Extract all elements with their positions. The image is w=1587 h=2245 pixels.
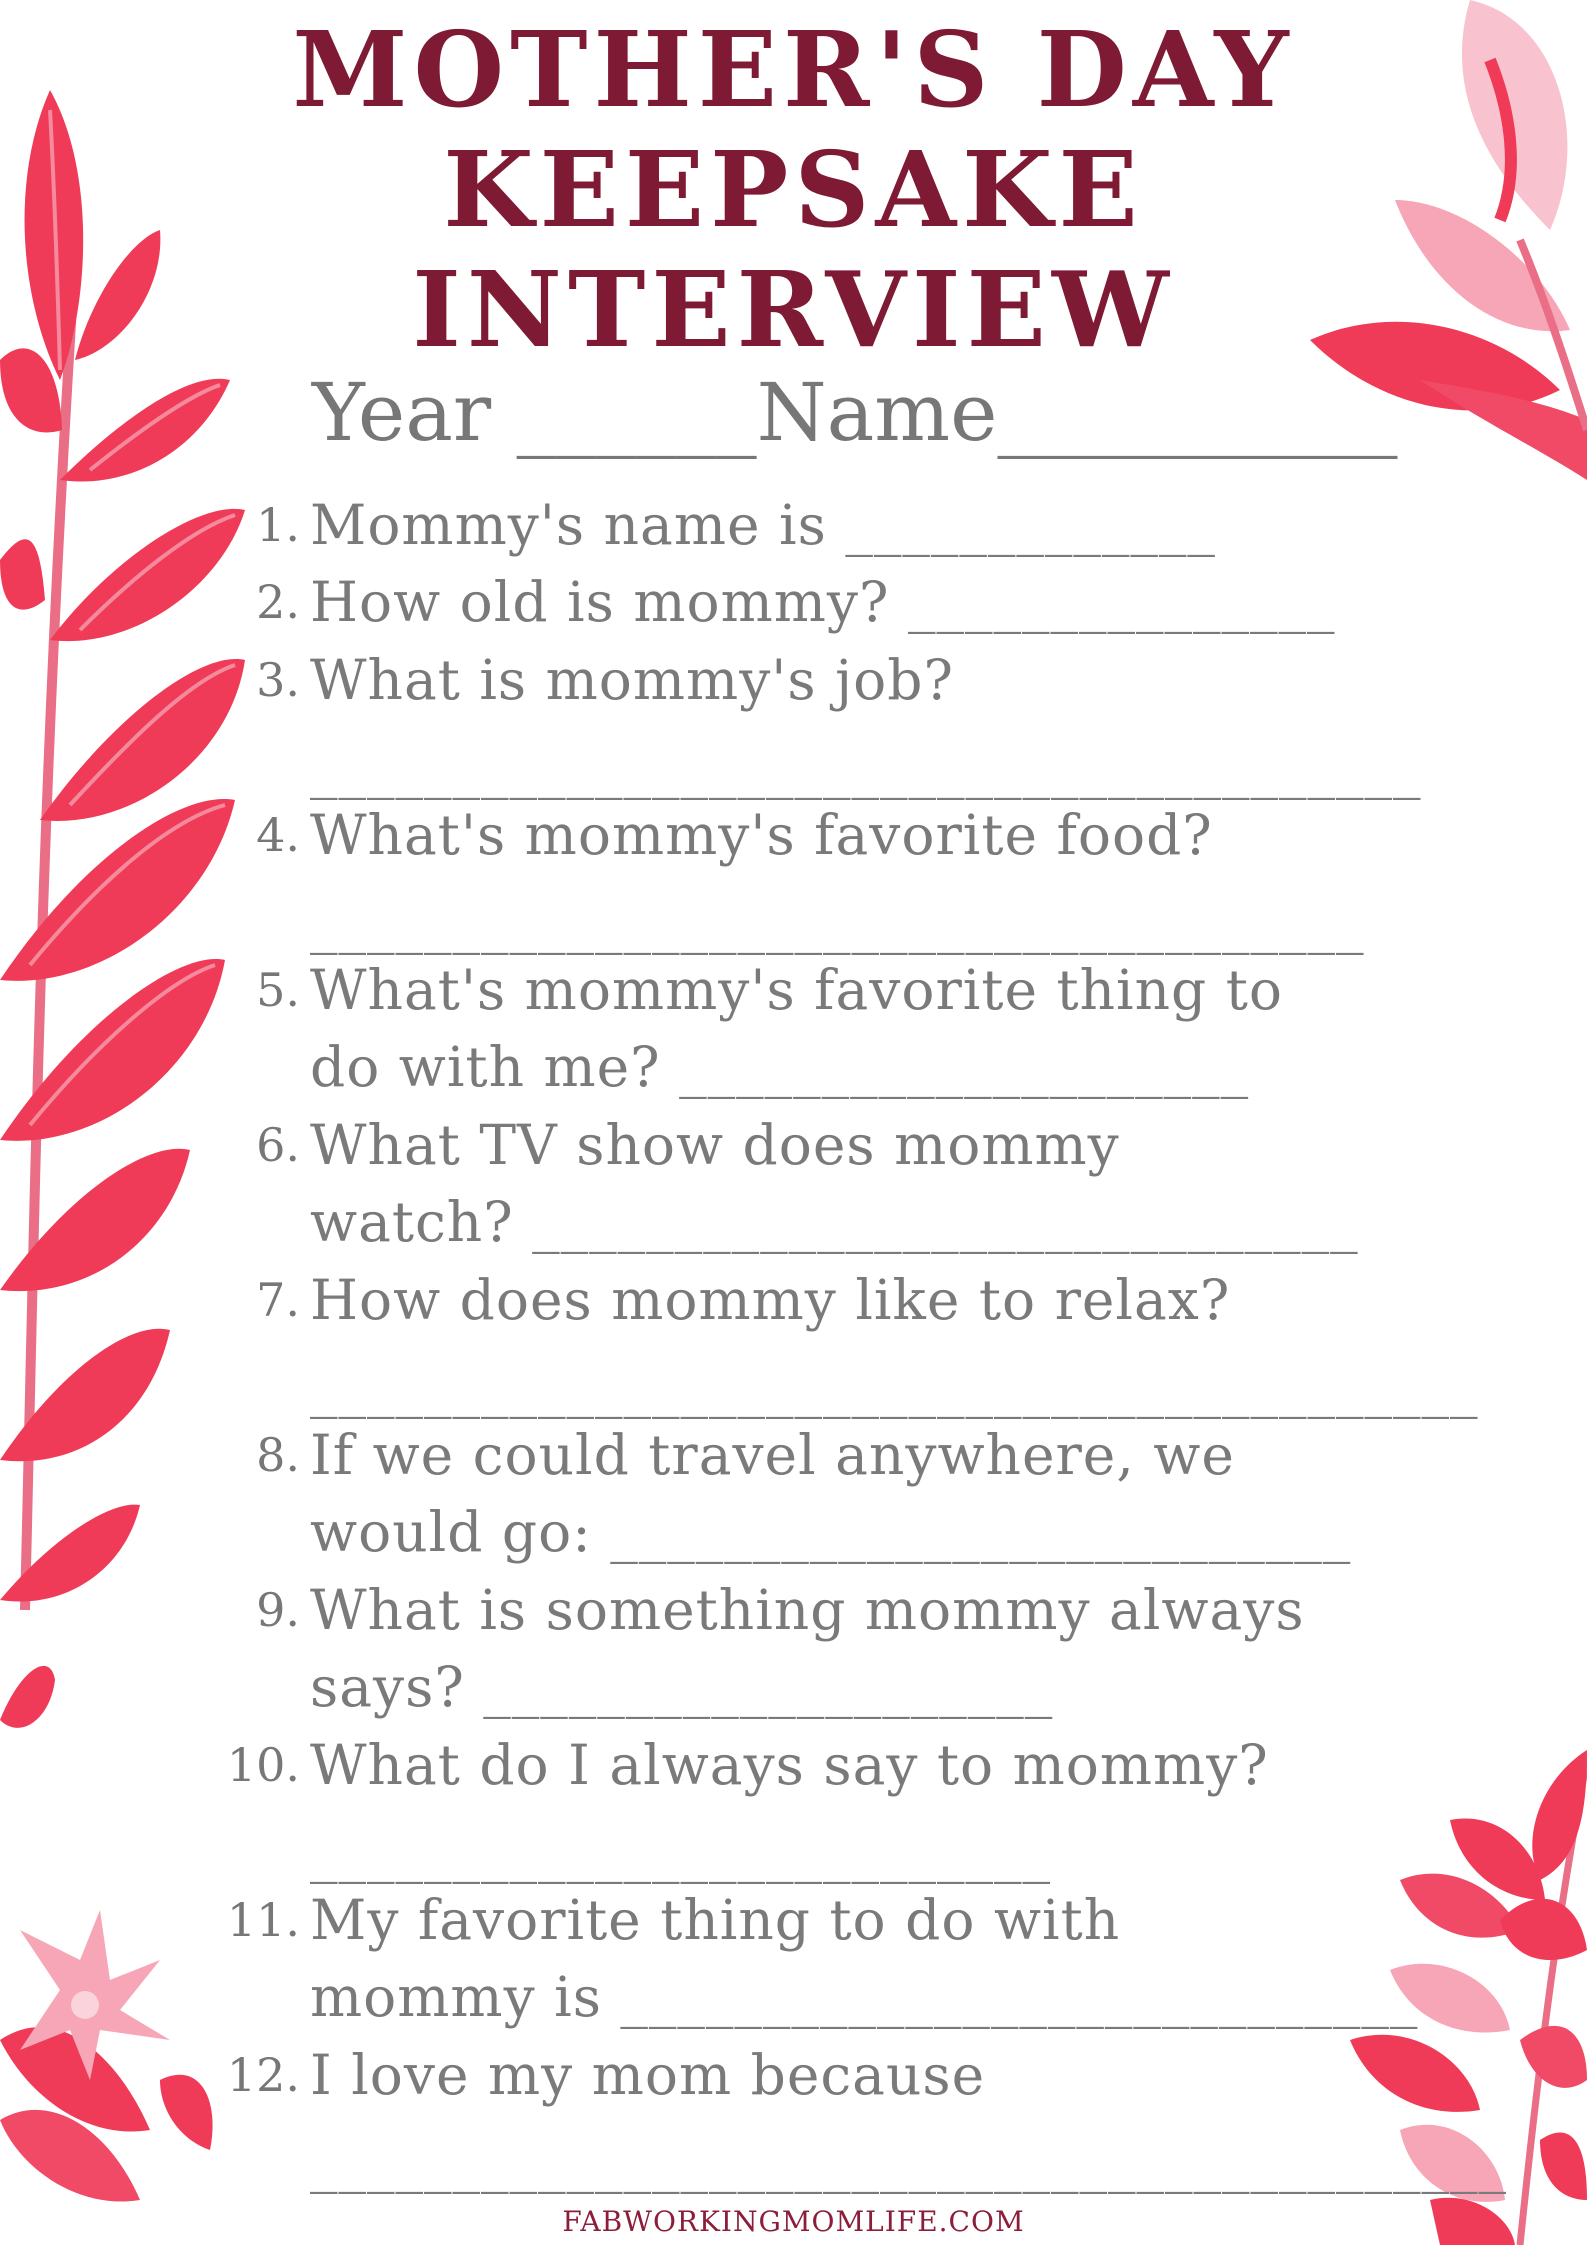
question-number: 1. (256, 498, 300, 552)
question-text: What TV show does mommy (310, 1113, 1120, 1177)
question-text-cont: says? ____________________ (310, 1655, 1054, 1719)
answer-blank: __________________________________________ (310, 2130, 1507, 2194)
question-text: What is something mommy always (310, 1578, 1305, 1642)
question-text: What do I always say to mommy? (310, 1733, 1269, 1797)
question-text: I love my mom because (310, 2043, 986, 2107)
question-text: How old is mommy? _______________ (310, 570, 1336, 634)
answer-blank: _____________________________________ (310, 891, 1365, 955)
question-text: If we could travel anywhere, we (310, 1423, 1235, 1487)
title-line-3: INTERVIEW (412, 248, 1175, 371)
question-text: Mommy's name is _____________ (310, 493, 1216, 557)
question-number: 3. (256, 653, 300, 707)
answer-blank: __________________________ (310, 1820, 1051, 1884)
question-text-cont: do with me? ____________________ (310, 1035, 1250, 1099)
title-line-1: MOTHER'S DAY (292, 8, 1295, 131)
question-number: 12. (226, 2048, 300, 2102)
answer-blank: _________________________________________ (310, 1355, 1479, 1419)
question-text: My favorite thing to do with (310, 1888, 1121, 1952)
question-text: What's mommy's favorite thing to (310, 958, 1283, 1022)
question-number: 5. (256, 963, 300, 1017)
question-text-cont: watch? _____________________________ (310, 1190, 1359, 1254)
question-number: 11. (226, 1893, 300, 1947)
question-text: What's mommy's favorite food? (310, 803, 1213, 867)
question-number: 7. (256, 1273, 300, 1327)
answer-blank: _______________________________________ (310, 736, 1422, 800)
footer-website: FABWORKINGMOMLIFE.COM (562, 2205, 1025, 2238)
question-number: 8. (256, 1428, 300, 1482)
question-number: 6. (256, 1118, 300, 1172)
question-number: 9. (256, 1583, 300, 1637)
title-line-2: KEEPSAKE (443, 128, 1144, 251)
question-text: What is mommy's job? (310, 648, 954, 712)
question-number: 4. (256, 808, 300, 862)
question-text-cont: would go: __________________________ (310, 1500, 1352, 1564)
question-number: 10. (226, 1738, 300, 1792)
question-number: 2. (256, 575, 300, 629)
year-name-line: Year ______Name__________ (312, 366, 1398, 459)
question-text-cont: mommy is ____________________________ (310, 1965, 1419, 2029)
question-text: How does mommy like to relax? (310, 1268, 1231, 1332)
